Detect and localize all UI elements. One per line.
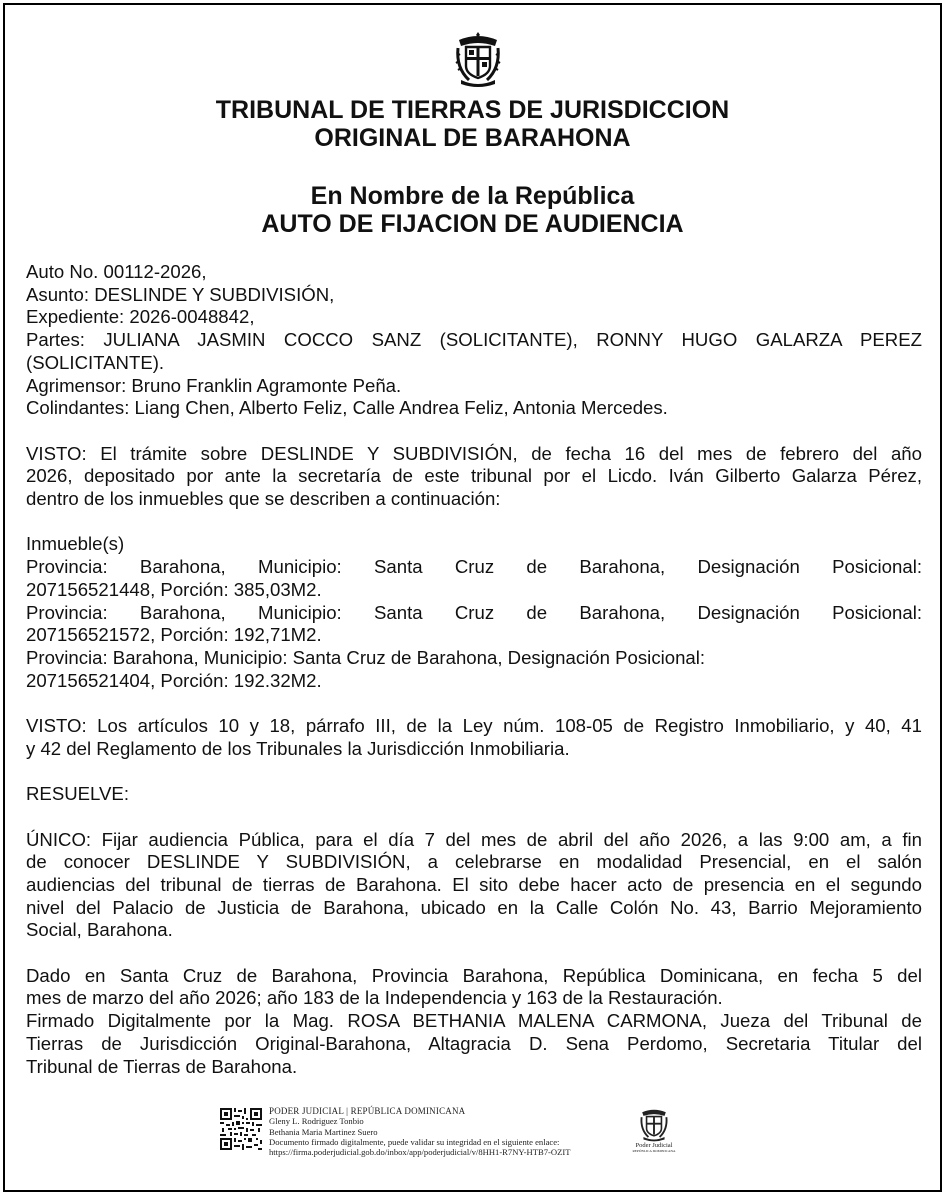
asunto: Asunto: DESLINDE Y SUBDIVISIÓN, (26, 283, 335, 305)
unico-line-5: Social, Barahona. (26, 919, 173, 941)
visto-2-line-2: y 42 del Reglamento de los Tribunales la Jurisdicción Inmobiliaria. (26, 737, 570, 759)
document-title (5, 182, 940, 238)
judicial-seal (629, 1106, 679, 1153)
expediente: Expediente: 2026-0048842, (26, 306, 255, 328)
inmueble-3-line-2: 207156521404, Porción: 192.32M2. (26, 669, 322, 691)
visto-1-line-1: VISTO: El trámite sobre DESLINDE Y SUBDIVISIÓN, de fecha 16 del mes de febrero del año (26, 442, 922, 464)
signature-details (269, 1106, 570, 1157)
document-title-line-1: En Nombre de la República (310, 182, 635, 210)
resuelve-heading: RESUELVE: (26, 783, 129, 805)
dado-line-2: mes de marzo del año 2026; año 183 de la Independencia y 163 de la Restauración. (26, 987, 723, 1009)
inmueble-2-line-2: 207156521572, Porción: 192,71M2. (26, 624, 322, 646)
seal-label: Poder Judicial (635, 1142, 673, 1149)
inmueble-2-line-1: Provincia: Barahona, Municipio: Santa Cruz de Barahona, Designación Posicional: (26, 601, 922, 623)
document-title-line-2: AUTO DE FIJACION DE AUDIENCIA (261, 210, 684, 238)
footer-organization: PODER JUDICIAL | REPÚBLICA DOMINICANA (269, 1106, 466, 1116)
footer-signer-2: Bethania Maria Martinez Suero (269, 1126, 378, 1137)
visto-1-line-2: 2026, depositado por ante la secretaría de este tribunal por el Licdo. Iván Gilberto Galarza Pérez, (26, 465, 922, 487)
auto-number: Auto No. 00112-2026, (26, 261, 207, 282)
qr-code-icon[interactable] (219, 1107, 263, 1151)
court-title-line-2: ORIGINAL DE BARAHONA (314, 124, 631, 152)
inmueble-3-line-1: Provincia: Barahona, Municipio: Santa Cruz de Barahona, Designación Posicional: (26, 646, 706, 668)
seal-sublabel: REPÚBLICA DOMINICANA (632, 1149, 676, 1153)
footer-validation-link[interactable]: https://firma.poderjudicial.gob.do/inbox/app/poderjudicial/v/8HH1-R7NY-HTB7-OZIT (269, 1147, 571, 1158)
agrimensor: Agrimensor: Bruno Franklin Agramonte Peña. (26, 374, 402, 396)
dado-line-4: Tierras de Jurisdicción Original-Barahona, Altagracia D. Sena Perdomo, Secretaria Titular del (26, 1032, 922, 1054)
unico-line-4: nivel del Palacio de Justicia de Barahona, ubicado en la Calle Colón No. 43, Barrio Mejoramiento (26, 896, 922, 918)
visto-2-line-1: VISTO: Los artículos 10 y 18, párrafo III, de la Ley núm. 108-05 de Registro Inmobiliario, y 40, 41 (26, 715, 922, 737)
footer-signer-1: Gleny L. Rodriguez Tonbio (269, 1116, 364, 1127)
dado-line-1: Dado en Santa Cruz de Barahona, Provincia Barahona, República Dominicana, en fecha 5 del (26, 964, 922, 986)
coat-of-arms-icon (453, 30, 503, 88)
notice-page (3, 3, 942, 1192)
unico-line-2: de conocer DESLINDE Y SUBDIVISIÓN, a celebrarse en modalidad Presencial, en el salón (26, 851, 922, 873)
inmueble-1-line-2: 207156521448, Porción: 385,03M2. (26, 578, 322, 600)
colindantes: Colindantes: Liang Chen, Alberto Feliz, Calle Andrea Feliz, Antonia Mercedes. (26, 397, 668, 419)
partes-line-2: (SOLICITANTE). (26, 351, 165, 373)
seal-crest-icon (637, 1106, 671, 1142)
dado-line-3: Firmado Digitalmente por la Mag. ROSA BETHANIA MALENA CARMONA, Jueza del Tribunal de (26, 1010, 922, 1032)
inmueble-1-line-1: Provincia: Barahona, Municipio: Santa Cruz de Barahona, Designación Posicional: (26, 556, 922, 578)
visto-1-line-3: dentro de los inmuebles que se describen a continuación: (26, 488, 501, 510)
signature-footer (219, 1106, 689, 1166)
dado-line-5: Tribunal de Tierras de Barahona. (26, 1055, 298, 1077)
inmuebles-heading: Inmueble(s) (26, 533, 125, 555)
court-title-line-1: TRIBUNAL DE TIERRAS DE JURISDICCION (215, 96, 730, 124)
footer-validation-note: Documento firmado digitalmente, puede validar su integridad en el siguiente enlace: (269, 1136, 560, 1147)
document-body (26, 261, 922, 1078)
unico-line-1: ÚNICO: Fijar audiencia Pública, para el día 7 del mes de abril del año 2026, a las 9:00 am, a fin (26, 828, 922, 850)
unico-line-3: audiencias del tribunal de tierras de Barahona. El sito debe hacer acto de presencia en el segundo (26, 873, 922, 895)
partes-line-1: Partes: JULIANA JASMIN COCCO SANZ (SOLICITANTE), RONNY HUGO GALARZA PEREZ (26, 329, 922, 351)
court-title (5, 96, 940, 152)
